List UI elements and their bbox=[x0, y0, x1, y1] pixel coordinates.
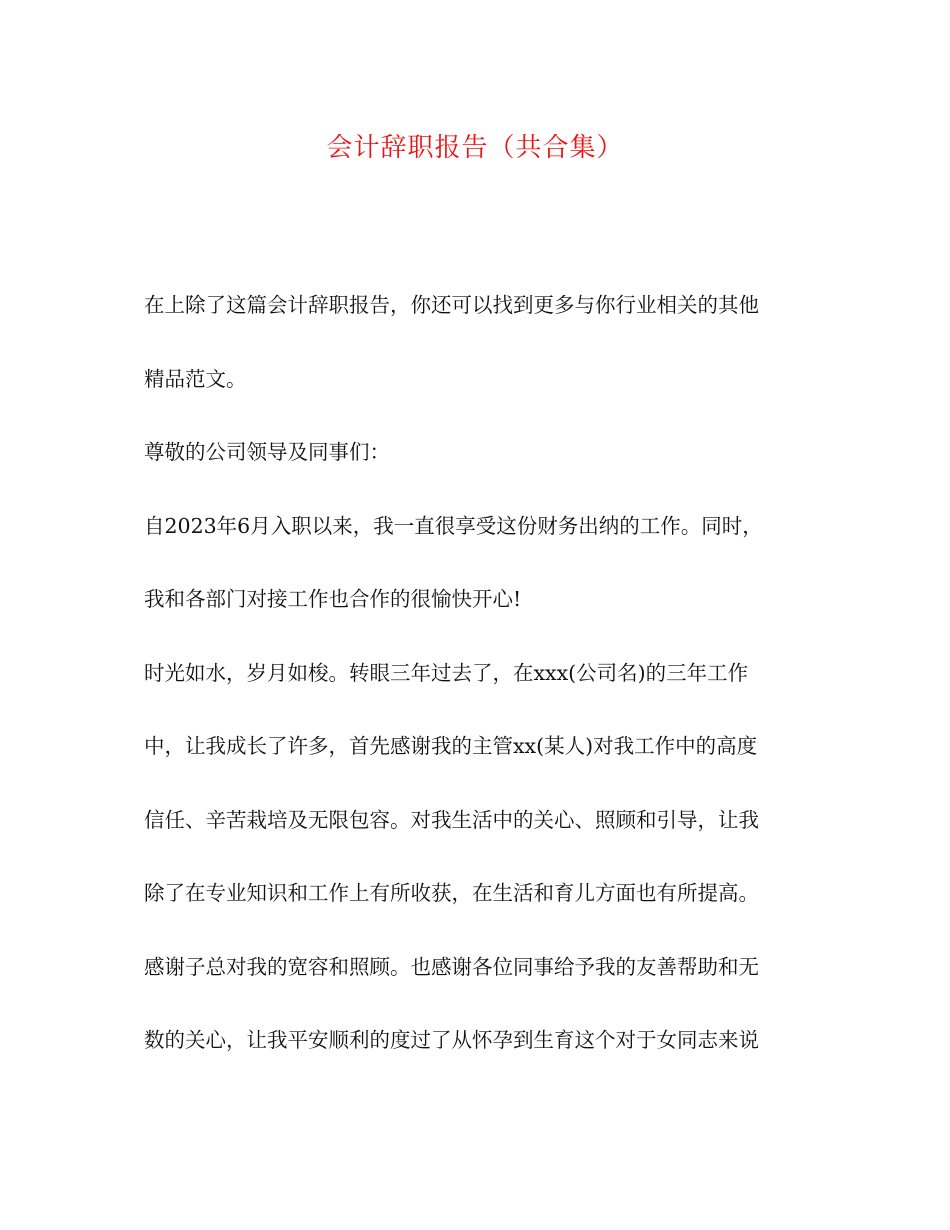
body-line-6: 时光如水，岁月如梭。转眼三年过去了，在xxx(公司名)的三年工作 bbox=[144, 660, 749, 685]
body-line-2: 精品范文。 bbox=[144, 366, 247, 391]
document-body bbox=[144, 281, 809, 1090]
body-line-8: 信任、辛苦栽培及无限包容。对我生活中的关心、照顾和引导，让我 bbox=[144, 807, 759, 832]
document-title: 会计辞职报告（共合集） bbox=[326, 133, 624, 163]
body-line-3: 尊敬的公司领导及同事们： bbox=[144, 440, 390, 464]
body-line-4: 自2023年6月入职以来，我一直很享受这份财务出纳的工作。同时， bbox=[144, 513, 763, 538]
body-line-9: 除了在专业知识和工作上有所收获，在生活和育儿方面也有所提高。 bbox=[144, 881, 759, 905]
body-line-5: 我和各部门对接工作也合作的很愉快开心! bbox=[144, 587, 522, 611]
body-line-10: 感谢子总对我的宽容和照顾。也感谢各位同事给予我的友善帮助和无 bbox=[144, 954, 759, 979]
body-line-7: 中，让我成长了许多，首先感谢我的主管xx(某人)对我工作中的高度 bbox=[144, 734, 758, 758]
body-line-11: 数的关心，让我平安顺利的度过了从怀孕到生育这个对于女同志来说 bbox=[144, 1028, 759, 1052]
body-line-1: 在上除了这篇会计辞职报告，你还可以找到更多与你行业相关的其他 bbox=[144, 293, 759, 317]
